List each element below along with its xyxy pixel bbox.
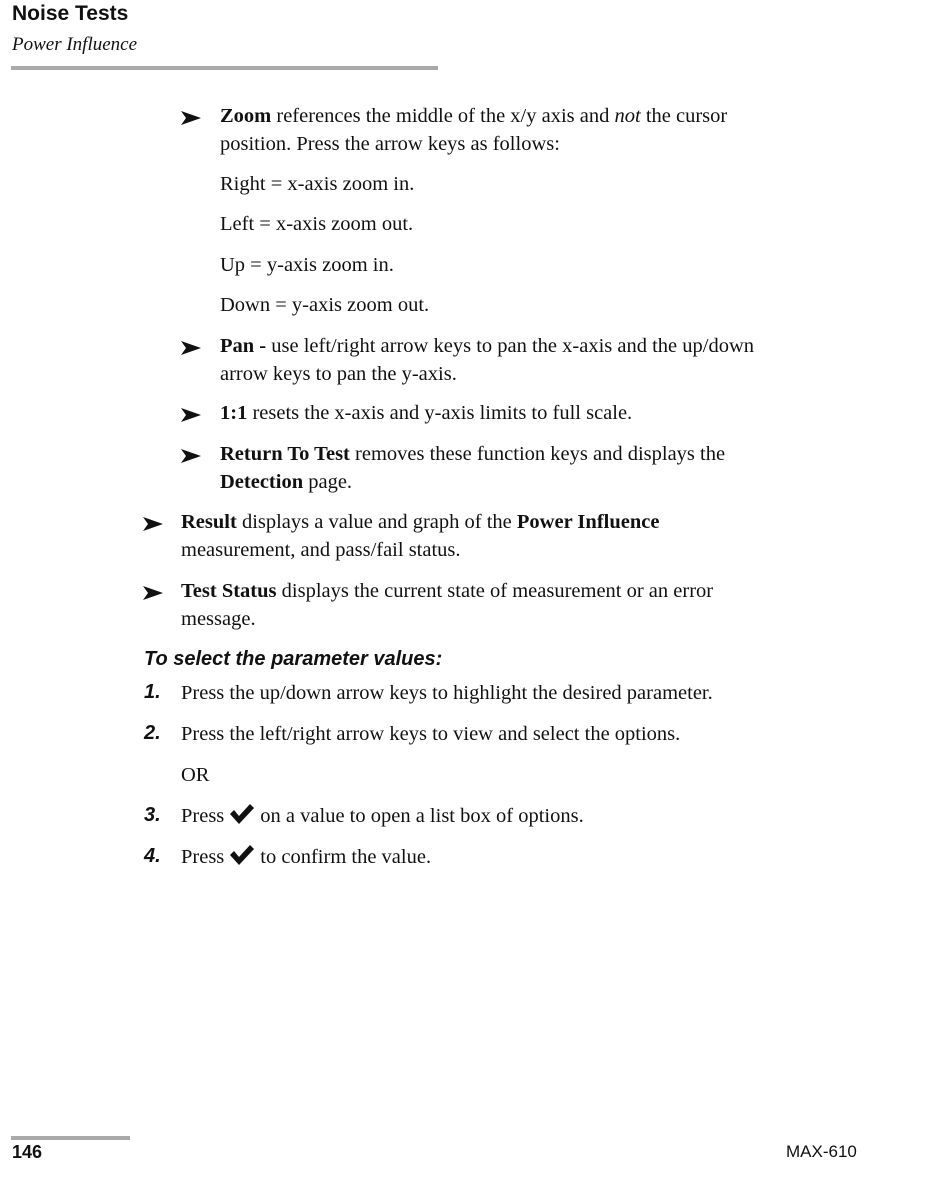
checkmark-icon <box>228 803 256 825</box>
step-text: Press on a value to open a list box of options. <box>181 805 584 827</box>
step-number: 2. <box>144 722 161 744</box>
arrowhead-bullet-icon <box>180 407 202 423</box>
step-text: Press the left/right arrow keys to view and select the options. <box>181 723 681 745</box>
step-text: Press to confirm the value. <box>181 846 432 868</box>
zoom-line-2: position. Press the arrow keys as follows: <box>220 133 560 155</box>
zoom-right: Right = x-axis zoom in. <box>220 173 415 195</box>
header-divider <box>11 66 438 70</box>
zoom-line-1: Zoom references the middle of the x/y axis and not the cursor <box>220 105 728 127</box>
result-line-2: measurement, and pass/fail status. <box>181 539 461 561</box>
zoom-term: Zoom <box>220 105 272 127</box>
footer-divider <box>11 1136 130 1140</box>
test-status-term: Test Status <box>181 580 277 602</box>
procedure-heading: To select the parameter values: <box>144 648 443 670</box>
arrowhead-bullet-icon <box>180 340 202 356</box>
pan-term: Pan - <box>220 335 267 357</box>
result-term: Result <box>181 511 237 533</box>
page-header-title: Noise Tests <box>12 2 129 25</box>
page-header-subtitle: Power Influence <box>12 34 138 55</box>
arrowhead-bullet-icon <box>142 516 164 532</box>
pan-line-2: arrow keys to pan the y-axis. <box>220 363 457 385</box>
status-line-2: message. <box>181 608 256 630</box>
arrowhead-bullet-icon <box>142 585 164 601</box>
step-number: 3. <box>144 804 161 826</box>
page-number: 146 <box>12 1142 43 1162</box>
zoom-emphasis: not <box>614 105 641 127</box>
return-term: Return To Test <box>220 443 350 465</box>
or-separator: OR <box>181 764 210 786</box>
zoom-down: Down = y-axis zoom out. <box>220 294 430 316</box>
step-number: 4. <box>144 845 161 867</box>
product-model: MAX-610 <box>786 1142 857 1161</box>
pan-line-1: Pan - use left/right arrow keys to pan the x-axis and the up/down <box>220 335 755 357</box>
step-number: 1. <box>144 681 161 703</box>
result-line-1: Result displays a value and graph of the Power Influence <box>181 511 660 533</box>
detection-term: Detection <box>220 471 304 493</box>
zoom-left: Left = x-axis zoom out. <box>220 213 414 235</box>
checkmark-icon <box>228 844 256 866</box>
arrowhead-bullet-icon <box>180 448 202 464</box>
status-line-1: Test Status displays the current state of measurement or an error <box>181 580 714 602</box>
reset-line: 1:1 resets the x-axis and y-axis limits to full scale. <box>220 402 633 424</box>
reset-term: 1:1 <box>220 402 248 424</box>
zoom-up: Up = y-axis zoom in. <box>220 254 394 276</box>
arrowhead-bullet-icon <box>180 110 202 126</box>
power-influence-term: Power Influence <box>516 511 660 533</box>
return-line-1: Return To Test removes these function keys and displays the <box>220 443 726 465</box>
return-line-2: Detection page. <box>220 471 353 493</box>
step-text: Press the up/down arrow keys to highlight the desired parameter. <box>181 682 713 704</box>
